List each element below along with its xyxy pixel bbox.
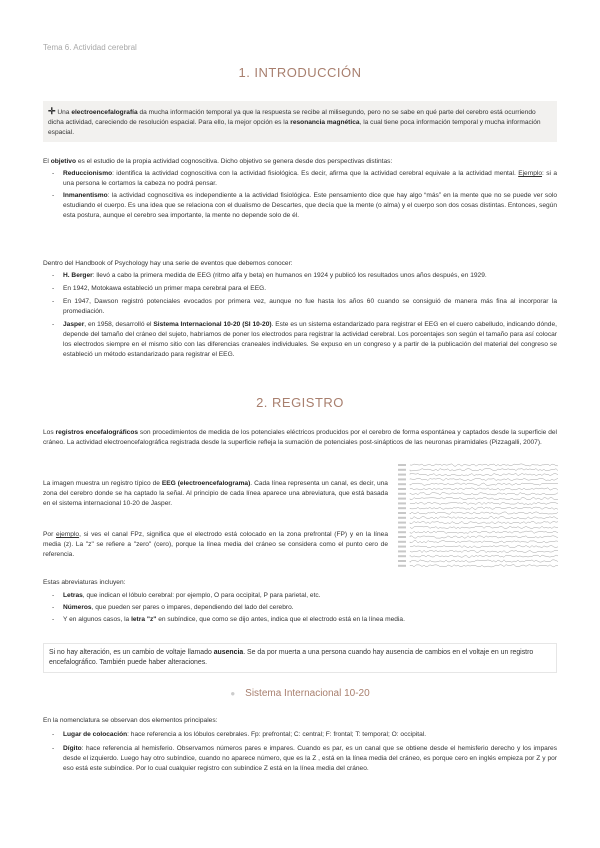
callout-text: Una: [55, 109, 72, 116]
eeg-trace: [410, 507, 558, 509]
eeg-channel-label: [398, 531, 406, 533]
list-item: - Inmanentismo: la actividad cognoscitiva es independiente a la actividad fisiológica. Este pensamiento dice que hay algo “más” en la mente que no se puede ver solo estudiando el cuerpo. Es una idea que se relaciona con el dualismo de Descartes, que decía que la mente (o alma) y el cuerpo son dos cosas distintas. Entonces, según esta postura, aunque el cerebro sea importante, la mente no depende solo de él.: [52, 192, 557, 219]
eeg-trace: [410, 497, 558, 499]
text: Por: [43, 531, 56, 538]
underlined-text: Ejemplo: [518, 170, 543, 177]
subsection-title-text: Sistema Internacional 10-20: [245, 688, 370, 699]
eeg-channel-label: [398, 512, 406, 514]
bold-text: H. Berger: [63, 272, 93, 279]
eeg-channel-label: [398, 469, 406, 471]
text: , en 1958, desarrolló el: [84, 321, 154, 328]
abreviaturas-intro: Estas abreviaturas incluyen:: [43, 579, 126, 586]
eeg-trace: [410, 541, 558, 543]
text: : identifica la actividad cognoscitiva con la actividad fisiológica. Es decir, afirma que la actividad cerebral equivale a la actividad mental.: [112, 170, 519, 177]
list-item: - En 1947, Dawson registró potenciales evocados por primera vez, aunque no fue hasta los años 60 cuando se consiguió de manera más fina al incorporar la promediación.: [52, 298, 557, 315]
list-item: - Números, que pueden ser pares o impares, dependiendo del lado del cerebro.: [52, 604, 294, 611]
callout-bold: electroencefalografía: [71, 109, 138, 116]
handbook-intro: Dentro del Handbook of Psychology hay una serie de eventos que debemos conocer:: [43, 260, 293, 267]
eeg-recording-image: [398, 462, 558, 572]
bold-text: registros encefalográficos: [55, 429, 139, 436]
eeg-channel-label: [398, 493, 406, 495]
text: . Se da por muerta a una persona cuando hay ausencia de cambios en el voltaje en un registro encefalográfico. También puede haber alteraciones.: [49, 649, 534, 666]
registro-paragraph: [43, 428, 557, 448]
underlined-text: ejemplo: [55, 531, 80, 538]
text: Si no hay alteración, es un cambio de voltaje llamado: [49, 649, 214, 656]
text: : si a una persona le cortamos la cabeza no podrá pensar.: [63, 170, 557, 187]
eeg-trace: [410, 550, 558, 552]
eeg-channel-label: [398, 536, 406, 538]
eeg-trace: [410, 555, 558, 557]
eeg-channel-label: [398, 517, 406, 519]
imagen-paragraph: [43, 479, 388, 509]
eeg-channel-label: [398, 474, 406, 476]
text: son procedimientos de medida de los potenciales eléctricos producidos por el cerebro de forma espontánea y captados desde la superficie del cráneo. La actividad electroencefalográfica registrada desde la superficie refleja la sumación de potenciales post-sinápticos de las neuronas piramidales (Pizzagalli, 2007).: [43, 429, 558, 446]
text: Y en algunos casos, la: [63, 616, 132, 623]
bold-text: Letras: [63, 592, 83, 599]
text: En 1942, Motokawa estableció un primer mapa cerebral para el EEG.: [63, 285, 267, 292]
eeg-channel-label: [398, 546, 406, 548]
text: , que indican el lóbulo cerebral: por ejemplo, O para occipital, P para parietal, etc.: [82, 592, 321, 599]
eeg-trace: [410, 512, 558, 514]
eventos-list: [43, 271, 557, 360]
eeg-channel-label: [398, 507, 406, 509]
bold-text: EEG (electroencefalograma): [161, 480, 251, 487]
callout-text: da mucha información temporal ya que la respuesta se recibe al milisegundo, pero no se sabe en qué parte del cerebro está ocurriendo dicha actividad, careciendo de resolución espacial. Para ello, la mejor opción es la: [48, 109, 536, 126]
eeg-trace: [410, 473, 558, 475]
bold-text: Jasper: [63, 321, 85, 328]
text: Los: [43, 429, 56, 436]
eeg-channel-label: [398, 464, 406, 466]
abreviaturas-list: [43, 591, 557, 625]
bold-text: letra "z": [131, 616, 157, 623]
eeg-channel-label: [398, 478, 406, 480]
list-item: - Reduccionismo: identifica la actividad cognoscitiva con la actividad fisiológica. Es decir, afirma que la actividad cerebral equivale a la actividad mental. Ejemplo: si a una persona le cortamos la cabeza no podrá pensar.: [52, 170, 557, 187]
text: : hace referencia a los lóbulos cerebrales. Fp: prefrontal; C: central; F: frontal; T: temporal; O: occipital.: [127, 731, 427, 738]
text: . Cada línea representa un canal, es decir, una zona del cerebro donde se ha captado la señal. Al principio de cada línea aparece una abreviatura, que está basada en el sistema internacional 10-20 de Jasper.: [43, 480, 388, 507]
bold-text: Números: [63, 604, 92, 611]
eeg-traces: [398, 464, 558, 567]
eeg-trace: [410, 493, 558, 495]
list-item: - En 1942, Motokawa estableció un primer mapa cerebral para el EEG.: [52, 285, 267, 292]
bold-text: ausencia: [213, 649, 244, 656]
ejemplo-paragraph: [43, 530, 388, 560]
text: es el estudio de la propia actividad cognoscitiva. Dicho objetivo se genera desde dos perspectivas distintas:: [75, 158, 393, 165]
eeg-channel-label: [398, 550, 406, 552]
list-item: - Jasper, en 1958, desarrolló el Sistema Internacional 10-20 (SI 10-20). Este es un sistema estandarizado para registrar el EEG en el cuero cabelludo, indicando dónde, depende del tamaño del cráneo del sujeto, habríamos de poner los electrodos para registrar la actividad cerebral. Los porcentajes son según el tamaño para así colocar los electrodos siempre en el mismo sitio con las diferencias craneales individuales. Se expuso en un congreso y a partir de la publicación del material del congreso se estableció un método estandarizado para registrar el EEG.: [52, 321, 557, 358]
eeg-trace: [410, 560, 558, 562]
bold-text: Inmanentismo: [63, 192, 108, 199]
eeg-trace: [410, 469, 558, 471]
text: El: [43, 158, 51, 165]
eeg-trace: [410, 478, 558, 480]
text: , que pueden ser pares o impares, dependiendo del lado del cerebro.: [91, 604, 294, 611]
nomenclatura-intro: En la nomenclatura se observan dos elementos principales:: [43, 717, 218, 724]
eeg-channel-label: [398, 565, 406, 567]
eeg-channel-label: [398, 522, 406, 524]
text: . Este es un sistema estandarizado para registrar el EEG en el cuero cabelludo, indicando dónde, depende del tamaño del cráneo del sujeto, habríamos de poner los electrodos para registrar la actividad cerebral. Los porcentajes son según el tamaño para así colocar los electrodos siempre en el mismo sitio con las diferencias craneales individuales. Se expuso en un congreso y a partir de la publicación del material del congreso se estableció un método estandarizado para registrar el EEG.: [63, 321, 557, 358]
bold-text: objetivo: [50, 158, 76, 165]
ausencia-note: [43, 643, 557, 673]
eeg-trace: [410, 536, 558, 538]
section-title-registro: 2. REGISTRO: [256, 395, 344, 410]
eeg-channel-label: [398, 502, 406, 504]
eeg-trace: [410, 517, 558, 519]
list-item: - Lugar de colocación: hace referencia a los lóbulos cerebrales. Fp: prefrontal; C: central; F: frontal; T: temporal; O: occipital.: [52, 731, 427, 738]
eeg-channel-label: [398, 541, 406, 543]
eeg-trace: [410, 526, 558, 528]
eeg-channel-label: [398, 560, 406, 562]
eeg-channel-label: [398, 498, 406, 500]
text: , si ves el canal FPz, significa que el electrodo está colocado en la zona prefrontal (FP) y en la línea media (z). La "z" se refiere a "zero" (cero), porque la línea media del cráneo se considera como el punto cero de referencia.: [43, 531, 389, 558]
objetivo-paragraph: [43, 157, 557, 167]
text: En 1947, Dawson registró potenciales evocados por primera vez, aunque no fue hasta los años 60 cuando se consiguió de manera más fina al incorporar la promediación.: [63, 298, 557, 315]
eeg-trace: [410, 464, 558, 466]
eeg-trace: [410, 502, 558, 504]
text: : hace referencia al hemisferio. Observamos números pares e impares. Cuando es par, es un canal que se obtiene desde el hemisferio derecho y los impares desde el izquierdo. Luego hay otro subíndice, cuando no aparece número, que es la Z , está en la línea media del cráneo, es porque cero en inglés empieza por Z y por eso está este subíndice. Por lo cual cualquier registro con subíndice Z está en la línea media del cráneo.: [63, 745, 557, 772]
bold-text: Sistema Internacional 10-20 (SI 10-20): [153, 321, 272, 328]
eeg-trace: [410, 488, 558, 490]
eeg-channel-label: [398, 526, 406, 528]
pin-icon: ✛: [48, 106, 56, 116]
eeg-channel-label: [398, 488, 406, 490]
list-item: - Letras, que indican el lóbulo cerebral: por ejemplo, O para occipital, P para parietal, etc.: [52, 592, 321, 599]
text: : la actividad cognoscitiva es independiente a la actividad fisiológica. Este pensamiento dice que hay algo “más” en la mente que no se puede ver solo estudiando el cuerpo. Es una idea que se relaciona con el dualismo de Descartes, que decía que la mente (o alma) y el cuerpo son dos cosas distintas. Entonces, según esta postura, aunque el cerebro sea importante, la mente no depende solo de él.: [63, 192, 557, 219]
eeg-channel-label: [398, 483, 406, 485]
text: La imagen muestra un registro típico de: [43, 480, 162, 487]
eeg-trace: [410, 521, 558, 523]
bold-text: Lugar de colocación: [63, 731, 128, 738]
eeg-trace: [410, 565, 558, 567]
list-item: - Dígito: hace referencia al hemisferio. Observamos números pares e impares. Cuando es par, es un canal que se obtiene desde el hemisferio derecho y los impares desde el izquierdo. Luego hay otro subíndice, cuando no aparece número, que es la Z , está en la línea media del cráneo, es porque cero en inglés empieza por Z y por eso está este subíndice. Por lo cual cualquier registro con subíndice Z está en la línea media del cráneo.: [52, 745, 557, 772]
eeg-trace: [410, 531, 558, 533]
eeg-channel-label: [398, 555, 406, 557]
eeg-trace: [410, 545, 558, 547]
list-item: - Y en algunos casos, la letra "z" en subíndice, que como se dijo antes, indica que el electrodo está en la línea media.: [52, 616, 405, 623]
callout-text: , la cual tiene poca información temporal y mucha información espacial.: [48, 119, 541, 136]
eeg-trace: [410, 483, 558, 485]
text: : llevó a cabo la primera medida de EEG (ritmo alfa y beta) en humanos en 1924 y publicó los resultados unos años después, en 1929.: [92, 272, 487, 279]
bold-text: Dígito: [63, 745, 82, 752]
subsection-title: [0, 689, 600, 699]
perspectivas-list: [43, 169, 557, 221]
info-callout: [43, 101, 557, 142]
document-header: Tema 6. Actividad cerebral: [43, 43, 137, 52]
text: en subíndice, que como se dijo antes, indica que el electrodo está en la línea media.: [156, 616, 405, 623]
list-item: - H. Berger: llevó a cabo la primera medida de EEG (ritmo alfa y beta) en humanos en 1924 y publicó los resultados unos años después, en 1929.: [52, 272, 487, 279]
callout-bold: resonancia magnética: [290, 119, 360, 126]
nomenclatura-list: [43, 730, 557, 774]
bullet-icon: ●: [230, 689, 236, 698]
bold-text: Reduccionismo: [63, 170, 113, 177]
section-title-introduccion: 1. INTRODUCCIÓN: [238, 65, 362, 80]
